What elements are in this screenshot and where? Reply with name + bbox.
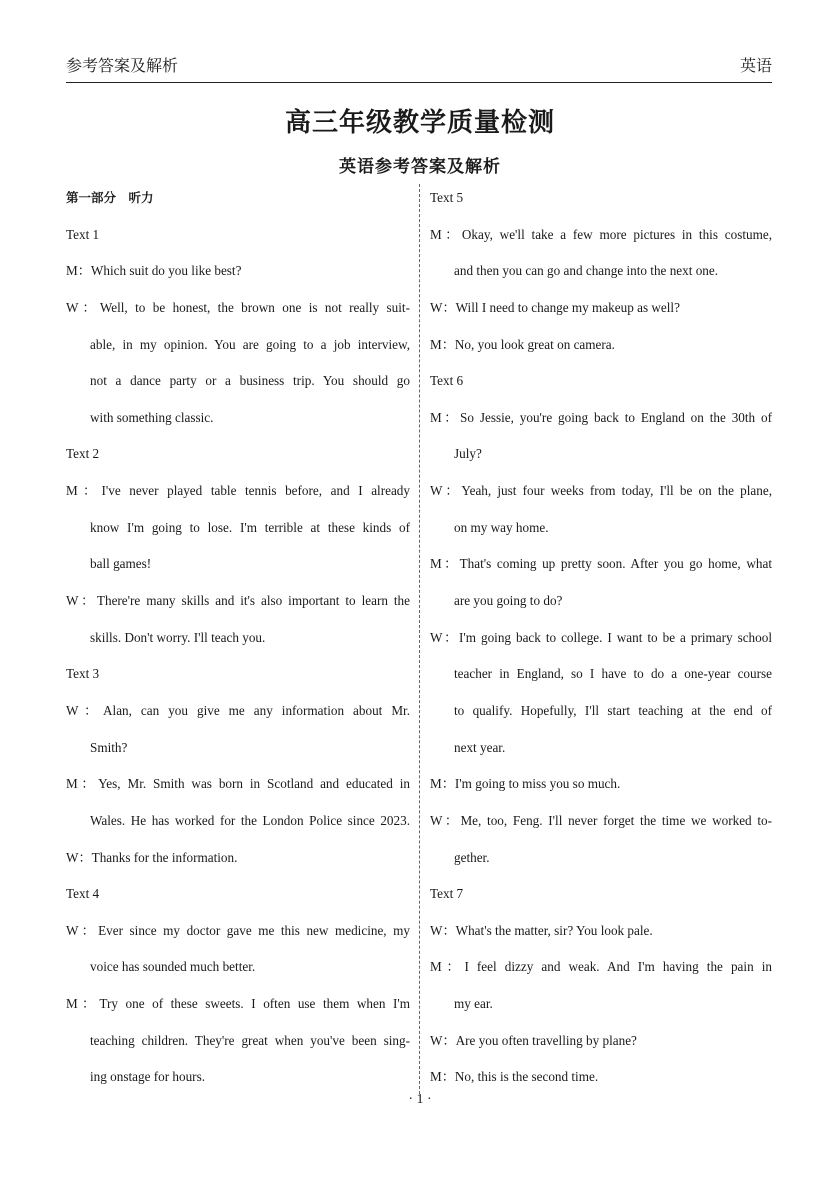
text-label: Text 7 bbox=[430, 886, 464, 902]
text-label: Text 4 bbox=[66, 886, 100, 902]
dialogue-continuation: Smith? bbox=[90, 739, 128, 755]
text-label: Text 3 bbox=[66, 666, 100, 682]
text-label: Text 6 bbox=[430, 373, 464, 389]
dialogue-line: M：That's coming up pretty soon. After you go home, what bbox=[430, 556, 772, 572]
dialogue-continuation: and then you can go and change into the next one. bbox=[454, 263, 719, 279]
dialogue-continuation: on my way home. bbox=[454, 519, 549, 535]
dialogue-continuation: teaching children. They're great when you've been sing- bbox=[90, 1032, 410, 1048]
dialogue-continuation: my ear. bbox=[454, 996, 493, 1012]
dialogue-line: M：I've never played table tennis before, and I already bbox=[66, 483, 410, 499]
dialogue-line: W：I'm going back to college. I want to be a primary school bbox=[430, 629, 772, 645]
dialogue-line: W：Alan, can you give me any information about Mr. bbox=[66, 702, 410, 718]
dialogue-line: W：Me, too, Feng. I'll never forget the time we worked to- bbox=[430, 812, 772, 828]
dialogue-line: W：Yeah, just four weeks from today, I'll be on the plane, bbox=[430, 483, 772, 499]
dialogue-line: W：Well, to be honest, the brown one is not really suit- bbox=[66, 299, 410, 315]
dialogue-continuation: know I'm going to lose. I'm terrible at these kinds of bbox=[90, 519, 410, 535]
page-number: · 1 · bbox=[408, 1092, 432, 1107]
page-header bbox=[66, 52, 772, 83]
dialogue-continuation: Wales. He has worked for the London Police since 2023. bbox=[90, 812, 410, 828]
text-label: Text 1 bbox=[66, 226, 100, 242]
dialogue-line: W：Will I need to change my makeup as well? bbox=[430, 299, 680, 315]
dialogue-line: W：Ever since my doctor gave me this new medicine, my bbox=[66, 922, 410, 938]
dialogue-continuation: voice has sounded much better. bbox=[90, 959, 256, 975]
left-column bbox=[66, 180, 410, 1096]
dialogue-continuation: not a dance party or a business trip. You should go bbox=[90, 373, 410, 389]
text-label: Text 5 bbox=[430, 190, 464, 205]
text-label: Text 2 bbox=[66, 446, 100, 462]
dialogue-continuation: skills. Don't worry. I'll teach you. bbox=[90, 629, 266, 645]
dialogue-continuation: able, in my opinion. You are going to a job interview, bbox=[90, 336, 410, 352]
dialogue-line: W：There're many skills and it's also important to learn the bbox=[66, 593, 410, 609]
dialogue-line: M：So Jessie, you're going back to England on the 30th of bbox=[430, 409, 772, 425]
dialogue-line: M：I feel dizzy and weak. And I'm having the pain in bbox=[430, 959, 772, 975]
dialogue-line: W：Thanks for the information. bbox=[66, 849, 238, 865]
dialogue-continuation: teacher in England, so I have to do a one-year course bbox=[454, 666, 772, 682]
dialogue-line: M：Okay, we'll take a few more pictures in this costume, bbox=[430, 226, 772, 242]
header-left-title: 参考答案及解析 bbox=[66, 58, 179, 75]
dialogue-continuation: are you going to do? bbox=[454, 593, 563, 609]
dialogue-line: M：Try one of these sweets. I often use them when I'm bbox=[66, 996, 410, 1012]
right-column bbox=[430, 180, 772, 1096]
section-heading: 第一部分 听力 bbox=[66, 190, 154, 205]
column-divider bbox=[419, 184, 420, 1094]
dialogue-line: M：No, you look great on camera. bbox=[430, 336, 615, 352]
dialogue-line: M：Which suit do you like best? bbox=[66, 263, 242, 279]
dialogue-continuation: to qualify. Hopefully, I'll start teaching at the end of bbox=[454, 702, 772, 718]
document-subtitle: 英语参考答案及解析 bbox=[339, 157, 501, 177]
dialogue-continuation: ing onstage for hours. bbox=[90, 1069, 206, 1085]
dialogue-line: M：I'm going to miss you so much. bbox=[430, 776, 621, 792]
dialogue-continuation: gether. bbox=[454, 849, 490, 865]
dialogue-continuation: July? bbox=[454, 446, 482, 462]
dialogue-line: M：No, this is the second time. bbox=[430, 1069, 599, 1085]
dialogue-line: W：What's the matter, sir? You look pale. bbox=[430, 922, 653, 938]
header-subject: 英语 bbox=[739, 58, 772, 75]
dialogue-line: M：Yes, Mr. Smith was born in Scotland and educated in bbox=[66, 776, 410, 792]
dialogue-continuation: with something classic. bbox=[90, 409, 214, 425]
dialogue-line: W：Are you often travelling by plane? bbox=[430, 1032, 637, 1048]
document-title: 高三年级教学质量检测 bbox=[284, 108, 555, 138]
dialogue-continuation: ball games! bbox=[90, 556, 152, 572]
dialogue-continuation: next year. bbox=[454, 739, 506, 755]
